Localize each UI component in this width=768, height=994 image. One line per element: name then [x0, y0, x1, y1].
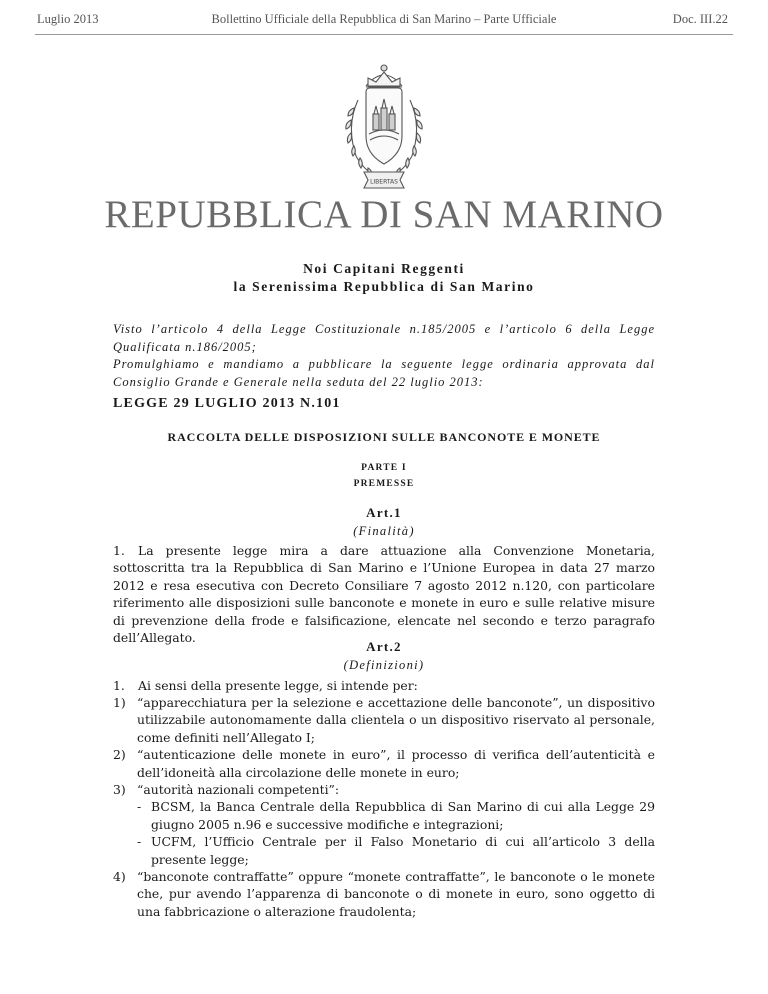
list-item-marker: 4) [113, 869, 126, 885]
collection-title: RACCOLTA DELLE DISPOSIZIONI SULLE BANCONOTE E MONETE [167, 430, 601, 444]
article-2-paragraph-number: 1. [113, 678, 125, 693]
article-1-paragraph [113, 542, 655, 646]
sub-list-item-text: BCSM, la Banca Centrale della Repubblica di San Marino di cui alla Legge 29 giugno 2005 n.96 e successive modifiche e integrazioni; [151, 799, 655, 832]
article-2-intro [113, 677, 655, 694]
list-item-text: “banconote contraffatte” oppure “monete contraffatte”, le banconote o le monete che, pur avendo l’apparenza di banconote o di monete in euro, sono oggetto di una fabbricazione o alterazione fraudolenta; [137, 869, 655, 919]
article-1-text: La presente legge mira a dare attuazione alla Convenzione Monetaria, sottoscritta tra la Repubblica di San Marino e l’Unione Europea in data 27 marzo 2012 e resa esecutiva con Decreto Consiliare 7 agosto 2012 n.120, con particolare riferimento alle disposizioni sulle banconote e monete in euro e sulle relative misure di prevenzione della frode e falsificazione, elencate nel secondo e terzo paragrafo dell’Allegato. [113, 543, 655, 646]
law-title: LEGGE 29 LUGLIO 2013 N.101 [113, 396, 341, 411]
part-name: PREMESSE [353, 479, 415, 489]
preamble [113, 321, 655, 391]
list-item [113, 746, 655, 781]
list-item-text: “apparecchiatura per la selezione e accettazione delle banconote”, un dispositivo utilizzabile autonomamente dalla clientela o un dispositivo riservato al personale, come definiti nell’Allegato I; [137, 695, 655, 745]
sub-list-item-marker: - [137, 799, 142, 815]
definitions-list [113, 694, 655, 920]
list-item-text: “autenticazione delle monete in euro”, il processo di verifica dell’autenticità e dell’idoneità alla circolazione delle monete in euro; [137, 747, 655, 780]
regents-line-1: Noi Capitani Reggenti [303, 261, 465, 276]
page-title: REPUBBLICA DI SAN MARINO [104, 193, 664, 236]
list-item-text: “autorità nazionali competenti”: [137, 782, 340, 798]
list-item [113, 781, 655, 798]
list-item-marker: 1) [113, 695, 126, 710]
list-item-marker: 2) [113, 747, 126, 763]
article-1-number: Art.1 [366, 505, 402, 520]
list-item-marker: 3) [113, 782, 126, 798]
article-1-heading [0, 503, 768, 541]
sub-list-item-marker: - [137, 834, 142, 850]
header-doc-ref: Doc. III.22 [672, 12, 728, 26]
sub-list-item [113, 798, 655, 833]
header-publication: Bollettino Ufficiale della Repubblica di San Marino – Parte Ufficiale [211, 12, 557, 26]
part-number: PARTE I [361, 463, 407, 473]
article-2-heading [0, 637, 768, 675]
regents-heading [0, 260, 768, 296]
regents-line-2: la Serenissima Repubblica di San Marino [233, 279, 535, 294]
page-header [0, 0, 768, 36]
header-divider [35, 34, 733, 35]
article-2-intro-text: Ai sensi della presente legge, si intende per: [138, 678, 418, 693]
header-date: Luglio 2013 [37, 12, 99, 26]
list-item [113, 694, 655, 746]
article-1-paragraph-number: 1. [113, 543, 125, 558]
article-1-subtitle: (Finalità) [353, 524, 415, 538]
part-heading [0, 460, 768, 492]
sub-list-item-text: UCFM, l’Ufficio Centrale per il Falso Monetario di cui all’articolo 3 della presente legge; [151, 834, 655, 867]
preamble-legal-basis: Visto l’articolo 4 della Legge Costituzionale n.185/2005 e l’articolo 6 della Legge Qualificata n.186/2005; [113, 322, 655, 354]
article-2-subtitle: (Definizioni) [343, 658, 425, 672]
list-item [113, 868, 655, 920]
crest-motto: LIBERTAS [370, 178, 398, 186]
sub-list-item [113, 833, 655, 868]
preamble-promulgation: Promulghiamo e mandiamo a pubblicare la seguente legge ordinaria approvata dal Consiglio Grande e Generale nella seduta del 22 luglio 2013: [113, 357, 655, 389]
article-2-number: Art.2 [366, 639, 402, 654]
san-marino-coat-of-arms [336, 56, 432, 198]
